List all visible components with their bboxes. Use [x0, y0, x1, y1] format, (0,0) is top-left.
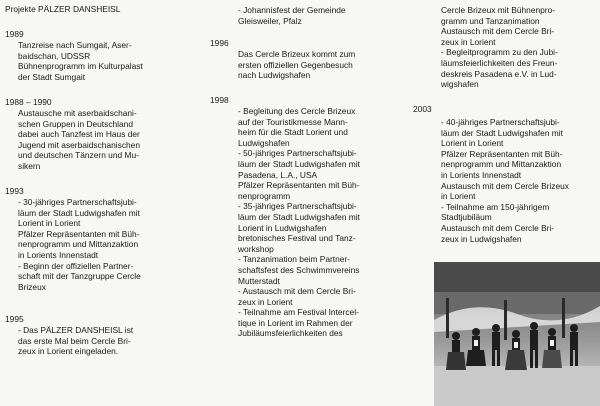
text-line: in Lorients Innenstadt: [18, 249, 99, 260]
text-line: zeux in Lorient: [441, 36, 496, 47]
text-line: der Stadt Sumgait: [18, 71, 86, 82]
text-line: Ludwigshafen: [238, 137, 290, 148]
text-line: und deutschen Tänzern und Mu-: [18, 150, 139, 161]
text-line: zeux in Lorient: [238, 296, 293, 307]
year-1996-label: 1996: [210, 38, 229, 48]
text-line: Pfälzer Repräsentanten mit Büh-: [238, 180, 360, 191]
text-line: Lorient in Lorient: [441, 138, 504, 149]
text-line: Stadtjubiläum: [441, 212, 492, 223]
text-line: läum der Stadt Ludwigshafen mit: [238, 158, 360, 169]
text-line: - 50-jähriges Partnerschaftsjubi-: [238, 148, 357, 159]
text-line: zeux in Ludwigshafen: [441, 233, 522, 244]
text-line: nenprogramm und Mittanzaktion: [18, 239, 139, 250]
year-1995-label: 1995: [5, 314, 24, 324]
text-line: Brizeux: [18, 281, 46, 292]
text-line: Pfälzer Repräsentanten mit Büh-: [18, 228, 140, 239]
year-1989-label: 1989: [5, 29, 24, 39]
text-line: ersten offiziellen Gegenbesuch: [238, 59, 353, 70]
text-line: - Tanzanimation beim Partner-: [238, 254, 351, 265]
text-line: Austausche mit aserbaidschani-: [18, 108, 137, 118]
text-line: Lorient in Lorient: [18, 218, 81, 229]
text-line: heim für die Stadt Lorient und: [238, 127, 348, 138]
text-line: - Begleitprogramm zu den Jubi-: [441, 47, 558, 58]
page-title: Projekte PÄLZER DANSHEISL: [5, 4, 121, 14]
text-line: in Lorient: [441, 191, 476, 202]
text-line: dabei auch Tanzfest im Haus der: [18, 129, 140, 140]
text-line: Bühnenprogramm im Kulturpalast: [18, 61, 143, 72]
text-line: zeux in Lorient eingeladen.: [18, 346, 119, 357]
text-line: nenprogramm und Mittanzaktion: [441, 159, 562, 170]
text-line: Jubiläumsfeierlichkeiten des: [238, 328, 343, 339]
entry-1998-continued: [441, 5, 558, 90]
text-line: - 40-jähriges Partnerschaftsjubi-: [441, 117, 560, 127]
text-line: Jugend mit aserbaidschanischen: [18, 139, 140, 150]
text-line: nenprogramm: [238, 190, 291, 201]
dancers-photo: [434, 262, 600, 406]
text-line: läum der Stadt Ludwigshafen mit: [441, 127, 563, 138]
text-line: Pfälzer Repräsentanten mit Büh-: [441, 148, 563, 159]
text-line: tique in Lorient im Rahmen der: [238, 317, 353, 328]
text-line: Austausch mit dem Cercle Brizeux: [441, 180, 569, 191]
text-line: schaft mit der Tanzgruppe Cercle: [18, 271, 141, 282]
entry-1988-1990: [18, 108, 140, 172]
text-line: Gleisweiler, Pfalz: [238, 15, 302, 26]
text-line: - Austausch mit dem Cercle Bri-: [238, 286, 356, 297]
text-line: Austausch mit dem Cercle Bri-: [441, 26, 555, 37]
entry-johannisfest: [238, 5, 346, 26]
text-line: Tanzreise nach Sumgait, Aser-: [18, 40, 132, 50]
text-line: Pasadena, L.A., USA: [238, 169, 318, 180]
text-line: schaftsfest des Schwimmvereins: [238, 264, 360, 275]
text-line: wigshafen: [441, 79, 479, 90]
text-line: auf der Touristikmesse Mann-: [238, 116, 348, 127]
text-line: das erste Mal beim Cercle Bri-: [18, 335, 131, 346]
text-line: workshop: [238, 243, 274, 254]
text-line: - Begleitung des Cercle Brizeux: [238, 106, 356, 116]
text-line: in Lorients Innenstadt: [441, 169, 522, 180]
entry-1996: [238, 49, 355, 81]
entry-1998: [238, 106, 360, 339]
text-line: läumsfeierlichkeiten des Freun-: [441, 57, 558, 68]
text-line: Austausch mit dem Cercle Bri-: [441, 222, 555, 233]
year-1998-label: 1998: [210, 95, 229, 105]
text-line: - Das PÄLZER DANSHEISL ist: [18, 325, 134, 335]
entry-1989: [18, 40, 143, 82]
text-line: gramm und Tanzanimation: [441, 15, 540, 26]
year-1993-label: 1993: [5, 186, 24, 196]
text-line: - Teilnahme am Festival Intercel-: [238, 307, 359, 318]
text-line: - Johannisfest der Gemeinde: [238, 5, 346, 15]
year-2003-label: 2003: [413, 104, 432, 114]
text-line: bretonisches Festival und Tanz-: [238, 233, 356, 244]
entry-1995: [18, 325, 133, 357]
text-line: Cercle Brizeux mit Bühnenpro-: [441, 5, 556, 15]
text-line: - 30-jähriges Partnerschaftsjubi-: [18, 197, 137, 207]
text-line: nach Ludwigshafen: [238, 70, 311, 81]
text-line: deskreis Pasadena e.V. in Lud-: [441, 68, 557, 79]
text-line: sikern: [18, 160, 41, 171]
entry-1993: [18, 197, 141, 292]
entry-2003: [441, 117, 569, 244]
text-line: Lorient in Ludwigshafen: [238, 222, 327, 233]
text-line: läum der Stadt Ludwigshafen mit: [18, 207, 140, 218]
text-line: baidschan, UDSSR: [18, 50, 91, 61]
text-line: Das Cercle Brizeux kommt zum: [238, 49, 356, 59]
text-line: - 35-jähriges Partnerschaftsjubi-: [238, 201, 357, 212]
year-1988-1990-label: 1988 – 1990: [5, 97, 52, 107]
text-line: Mutterstadt: [238, 275, 280, 286]
dancers-photo-graphic: [434, 262, 600, 406]
text-line: läum der Stadt Ludwigshafen mit: [238, 211, 360, 222]
text-line: schen Gruppen in Deutschland: [18, 118, 133, 129]
text-line: - Beginn der offiziellen Partner-: [18, 260, 134, 271]
text-line: - Teilnahme am 150-jährigem: [441, 201, 550, 212]
